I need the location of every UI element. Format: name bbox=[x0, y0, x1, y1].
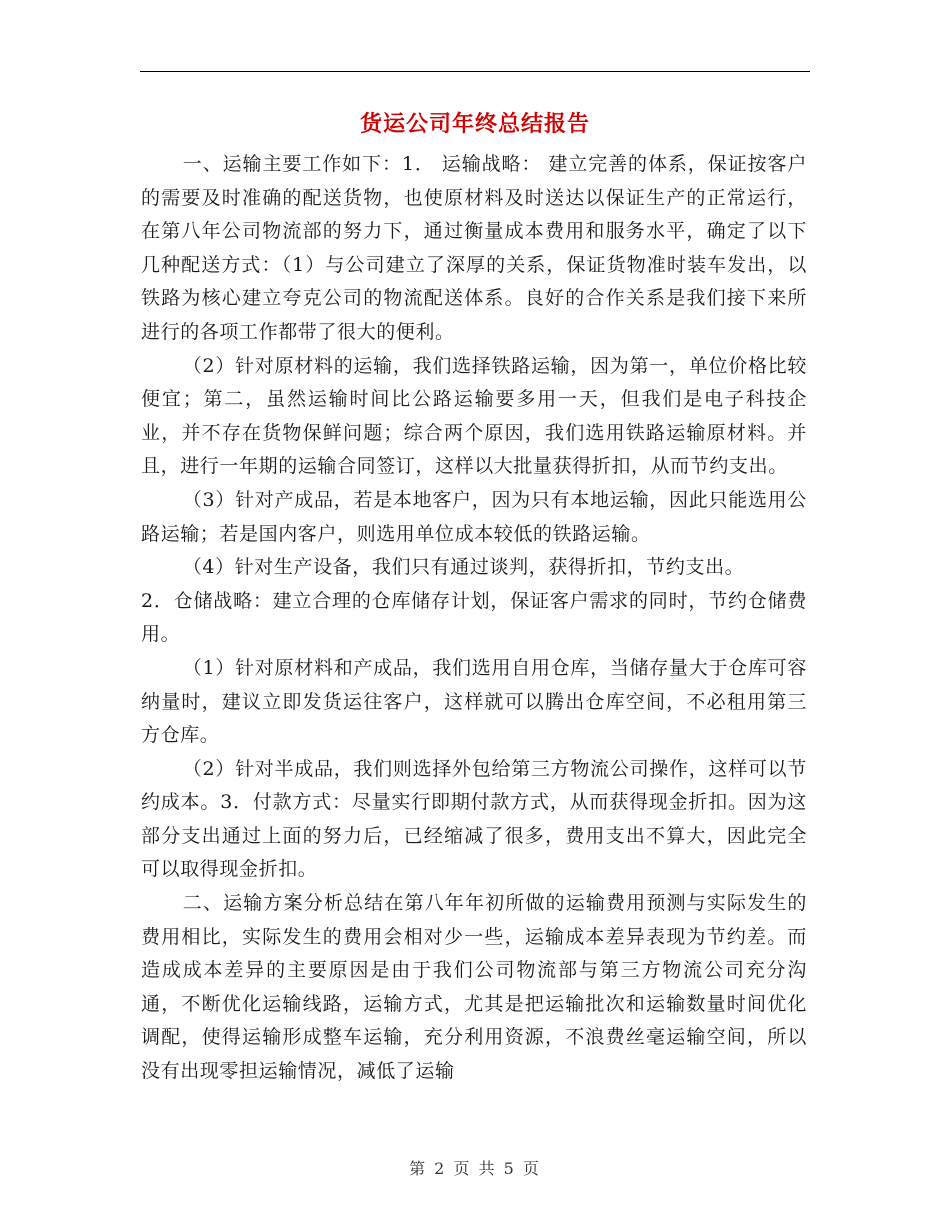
body-paragraph: 一、运输主要工作如下：1． 运输战略： 建立完善的体系，保证按客户的需要及时准确的配送货物，也使原材料及时送达以保证生产的正常运行，在第八年公司物流部的努力下，通过衡量成本费用和服务水平，确定了以下几种配送方式：（1）与公司建立了深厚的关系，保证货物准时装车发出，以铁路为核心建立夸克公司的物流配送体系。良好的合作关系是我们接下来所进行的各项工作都带了很大的便利。 bbox=[141, 153, 807, 343]
body-paragraph: （2）针对原材料的运输，我们选择铁路运输，因为第一，单位价格比较便宜；第二，虽然运输时间比公路运输要多用一天，但我们是电子科技企业，并不存在货物保鲜问题；综合两个原因，我们选用铁路运输原材料。并且，进行一年期的运输合同签订，这样以大批量获得折扣，从而节约支出。 bbox=[141, 354, 807, 478]
header-rule bbox=[140, 71, 810, 72]
document-body bbox=[141, 148, 807, 1089]
body-paragraph: （1）针对原材料和产成品，我们选用自用仓库，当储存量大于仓库可容纳量时，建议立即发货运往客户，这样就可以腾出仓库空间，不必租用第三方仓库。 bbox=[141, 656, 807, 747]
body-paragraph: （4）针对生产设备，我们只有通过谈判，获得折扣，节约支出。 bbox=[182, 556, 745, 579]
page-number: 第 2 页 共 5 页 bbox=[409, 1159, 541, 1178]
body-paragraph: 2．仓储战略：建立合理的仓库储存计划，保证客户需求的同时，节约仓储费用。 bbox=[141, 589, 807, 646]
document-title: 货运公司年终总结报告 bbox=[359, 111, 590, 137]
body-paragraph: 二、运输方案分析总结在第八年年初所做的运输费用预测与实际发生的费用相比，实际发生的费用会相对少一些，运输成本差异表现为节约差。而造成成本差异的主要原因是由于我们公司物流部与第三方物流公司充分沟通，不断优化运输线路，运输方式，尤其是把运输批次和运输数量时间优化调配，使得运输形成整车运输，充分利用资源，不浪费丝毫运输空间，所以没有出现零担运输情况，减低了运输 bbox=[141, 892, 807, 1083]
body-paragraph: （2）针对半成品，我们则选择外包给第三方物流公司操作，这样可以节约成本。3．付款方式：尽量实行即期付款方式，从而获得现金折扣。因为这部分支出通过上面的努力后，已经缩减了很多，费用支出不算大，因此完全可以取得现金折扣。 bbox=[141, 757, 807, 881]
body-paragraph: （3）针对产成品，若是本地客户，因为只有本地运输，因此只能选用公路运输；若是国内客户，则选用单位成本较低的铁路运输。 bbox=[141, 488, 807, 545]
